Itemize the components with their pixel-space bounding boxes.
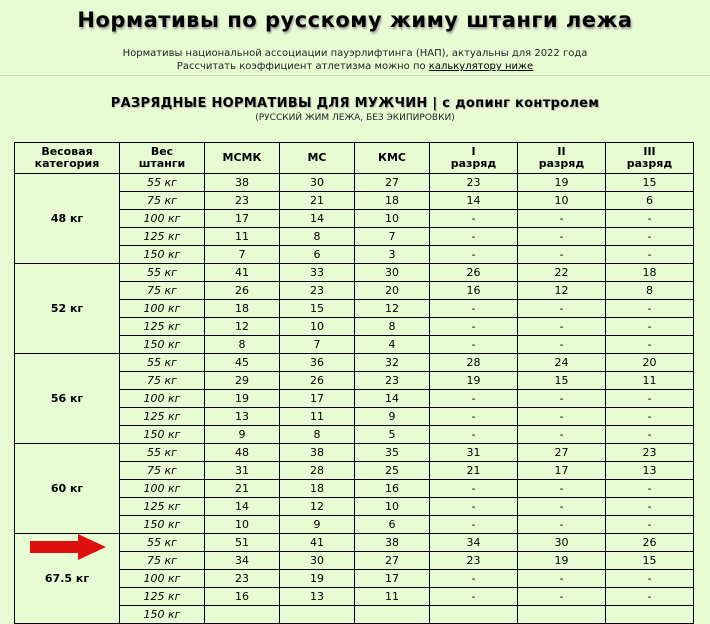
page-subtitle: Нормативы национальной ассоциации пауэрлифтинга (НАП), актуальны для 2022 года [122, 48, 588, 59]
norm-value-cell: 38 [280, 444, 355, 462]
table-row [15, 354, 694, 372]
norm-value-cell: 23 [205, 192, 280, 210]
barbell-weight-cell: 75 кг [120, 552, 205, 570]
norm-value-cell: 12 [355, 300, 430, 318]
norm-value-cell: 10 [355, 210, 430, 228]
norm-value-cell: - [606, 390, 694, 408]
norm-value-cell: 34 [205, 552, 280, 570]
norm-value-cell: 27 [518, 444, 606, 462]
norm-value-cell: - [606, 480, 694, 498]
norm-value-cell: 5 [355, 426, 430, 444]
norm-value-cell: 10 [280, 318, 355, 336]
calculator-line [0, 60, 710, 73]
norm-value-cell: - [518, 588, 606, 606]
norm-value-cell: 14 [205, 498, 280, 516]
norm-value-cell: - [606, 426, 694, 444]
norm-value-cell: - [518, 426, 606, 444]
norm-value-cell: - [518, 300, 606, 318]
barbell-weight-cell: 55 кг [120, 444, 205, 462]
norm-value-cell: 11 [280, 408, 355, 426]
section-title: РАЗРЯДНЫЕ НОРМАТИВЫ ДЛЯ МУЖЧИН | с допинг контролем [110, 96, 600, 111]
norm-value-cell: 51 [205, 534, 280, 552]
norm-value-cell: - [606, 570, 694, 588]
norm-value-cell: 23 [430, 552, 518, 570]
norm-value-cell: 11 [606, 372, 694, 390]
norm-value-cell: 24 [518, 354, 606, 372]
norm-value-cell: - [518, 228, 606, 246]
norm-value-cell: - [606, 246, 694, 264]
norm-value-cell: 6 [280, 246, 355, 264]
column-header: Вес штанги [120, 143, 205, 174]
norm-value-cell: 26 [606, 534, 694, 552]
norm-value-cell: 35 [355, 444, 430, 462]
norm-value-cell: - [430, 498, 518, 516]
barbell-weight-cell: 125 кг [120, 408, 205, 426]
norm-value-cell: - [430, 480, 518, 498]
norm-value-cell: 41 [205, 264, 280, 282]
norm-value-cell: 23 [355, 372, 430, 390]
barbell-weight-cell: 55 кг [120, 534, 205, 552]
norms-table [14, 142, 694, 624]
table-row [15, 444, 694, 462]
table-body [15, 174, 694, 624]
barbell-weight-cell: 125 кг [120, 318, 205, 336]
column-header: МСМК [205, 143, 280, 174]
norm-value-cell: 13 [205, 408, 280, 426]
norm-value-cell: 7 [355, 228, 430, 246]
barbell-weight-cell: 150 кг [120, 606, 205, 624]
norm-value-cell: 18 [280, 480, 355, 498]
norm-value-cell: 45 [205, 354, 280, 372]
column-header: МС [280, 143, 355, 174]
norm-value-cell: 30 [355, 264, 430, 282]
norm-value-cell: 48 [205, 444, 280, 462]
column-header: I разряд [430, 143, 518, 174]
table-row [15, 534, 694, 552]
norm-value-cell: 11 [355, 588, 430, 606]
norm-value-cell: 8 [280, 228, 355, 246]
norm-value-cell: 14 [430, 192, 518, 210]
norm-value-cell: - [430, 570, 518, 588]
norm-value-cell: - [518, 390, 606, 408]
norm-value-cell: 9 [280, 516, 355, 534]
norm-value-cell: 6 [355, 516, 430, 534]
barbell-weight-cell: 125 кг [120, 588, 205, 606]
norm-value-cell: 19 [518, 174, 606, 192]
barbell-weight-cell: 75 кг [120, 372, 205, 390]
column-header: Весовая категория [15, 143, 120, 174]
norm-value-cell [205, 606, 280, 624]
norm-value-cell: - [430, 426, 518, 444]
norm-value-cell: 14 [355, 390, 430, 408]
norm-value-cell: 7 [205, 246, 280, 264]
weight-category-cell: 52 кг [15, 264, 120, 354]
table-row [15, 174, 694, 192]
norm-value-cell [518, 606, 606, 624]
page-header [0, 0, 710, 76]
norm-value-cell: 20 [355, 282, 430, 300]
norm-value-cell: 21 [430, 462, 518, 480]
norm-value-cell: 16 [355, 480, 430, 498]
norm-value-cell: 15 [606, 174, 694, 192]
weight-category-cell: 48 кг [15, 174, 120, 264]
norm-value-cell: 19 [430, 372, 518, 390]
barbell-weight-cell: 125 кг [120, 498, 205, 516]
column-header: III разряд [606, 143, 694, 174]
column-header: II разряд [518, 143, 606, 174]
norm-value-cell: 30 [518, 534, 606, 552]
norm-value-cell: - [518, 570, 606, 588]
norm-value-cell: - [606, 588, 694, 606]
norm-value-cell: 31 [205, 462, 280, 480]
norm-value-cell: 9 [205, 426, 280, 444]
norm-value-cell: 19 [280, 570, 355, 588]
calculator-link[interactable]: калькулятору ниже [428, 61, 534, 72]
weight-category-cell: 67.5 кг [15, 534, 120, 624]
norm-value-cell: 10 [355, 498, 430, 516]
norm-value-cell: 8 [205, 336, 280, 354]
barbell-weight-cell: 55 кг [120, 354, 205, 372]
norm-value-cell [355, 606, 430, 624]
norm-value-cell: - [430, 246, 518, 264]
table-row [15, 264, 694, 282]
norm-value-cell: 34 [430, 534, 518, 552]
weight-category-cell: 60 кг [15, 444, 120, 534]
norm-value-cell: 18 [205, 300, 280, 318]
norm-value-cell: 8 [280, 426, 355, 444]
table-header-row [15, 143, 694, 174]
red-arrow-icon [30, 534, 106, 560]
norm-value-cell: - [518, 210, 606, 228]
norm-value-cell: - [430, 516, 518, 534]
norm-value-cell: - [606, 336, 694, 354]
barbell-weight-cell: 55 кг [120, 264, 205, 282]
norm-value-cell: - [430, 228, 518, 246]
weight-category-cell: 56 кг [15, 354, 120, 444]
norm-value-cell: - [606, 408, 694, 426]
norm-value-cell: 31 [430, 444, 518, 462]
barbell-weight-cell: 150 кг [120, 336, 205, 354]
norm-value-cell: - [518, 336, 606, 354]
barbell-weight-cell: 100 кг [120, 480, 205, 498]
norm-value-cell: - [518, 408, 606, 426]
barbell-weight-cell: 150 кг [120, 246, 205, 264]
norm-value-cell: 33 [280, 264, 355, 282]
norm-value-cell: 30 [280, 552, 355, 570]
norm-value-cell: 17 [280, 390, 355, 408]
norm-value-cell: 22 [518, 264, 606, 282]
norm-value-cell: - [606, 516, 694, 534]
norm-value-cell: 13 [280, 588, 355, 606]
norm-value-cell: - [606, 300, 694, 318]
norm-value-cell: - [518, 516, 606, 534]
norm-value-cell: 14 [280, 210, 355, 228]
norm-value-cell: 15 [518, 372, 606, 390]
barbell-weight-cell: 75 кг [120, 192, 205, 210]
norm-value-cell: 16 [430, 282, 518, 300]
barbell-weight-cell: 125 кг [120, 228, 205, 246]
norm-value-cell: 25 [355, 462, 430, 480]
norm-value-cell: - [606, 498, 694, 516]
norm-value-cell: 19 [205, 390, 280, 408]
norm-value-cell: 10 [518, 192, 606, 210]
norm-value-cell: - [430, 408, 518, 426]
norm-value-cell: - [518, 246, 606, 264]
norm-value-cell: 18 [606, 264, 694, 282]
norm-value-cell: 23 [430, 174, 518, 192]
barbell-weight-cell: 100 кг [120, 210, 205, 228]
barbell-weight-cell: 75 кг [120, 462, 205, 480]
norm-value-cell: 26 [430, 264, 518, 282]
norm-value-cell: 4 [355, 336, 430, 354]
norm-value-cell: 19 [518, 552, 606, 570]
norm-value-cell: 29 [205, 372, 280, 390]
barbell-weight-cell: 100 кг [120, 300, 205, 318]
norm-value-cell: 8 [355, 318, 430, 336]
barbell-weight-cell: 150 кг [120, 426, 205, 444]
norm-value-cell: 10 [205, 516, 280, 534]
norm-value-cell: - [430, 390, 518, 408]
norm-value-cell: 16 [205, 588, 280, 606]
norm-value-cell: 36 [280, 354, 355, 372]
norm-value-cell: 8 [606, 282, 694, 300]
norm-value-cell: 26 [280, 372, 355, 390]
norm-value-cell: 11 [205, 228, 280, 246]
norm-value-cell: - [430, 588, 518, 606]
norm-value-cell: 12 [205, 318, 280, 336]
norm-value-cell: 17 [355, 570, 430, 588]
norm-value-cell: - [518, 480, 606, 498]
norm-value-cell: 15 [606, 552, 694, 570]
norm-value-cell: 28 [280, 462, 355, 480]
norm-value-cell: 13 [606, 462, 694, 480]
barbell-weight-cell: 150 кг [120, 516, 205, 534]
norm-value-cell: 41 [280, 534, 355, 552]
norm-value-cell: 32 [355, 354, 430, 372]
norm-value-cell: 15 [280, 300, 355, 318]
norm-value-cell: 6 [606, 192, 694, 210]
norm-value-cell: 3 [355, 246, 430, 264]
norm-value-cell: 28 [430, 354, 518, 372]
norm-value-cell: - [518, 498, 606, 516]
calculator-text: Рассчитать коэффициент атлетизма можно по [176, 61, 426, 72]
barbell-weight-cell: 100 кг [120, 570, 205, 588]
barbell-weight-cell: 75 кг [120, 282, 205, 300]
norm-value-cell: 21 [205, 480, 280, 498]
norm-value-cell: 20 [606, 354, 694, 372]
norm-value-cell: 38 [355, 534, 430, 552]
section-subtitle: (РУССКИЙ ЖИМ ЛЕЖА, БЕЗ ЭКИПИРОВКИ) [255, 113, 455, 123]
norm-value-cell: 12 [518, 282, 606, 300]
norm-value-cell: 17 [205, 210, 280, 228]
norm-value-cell [280, 606, 355, 624]
norm-value-cell: - [430, 318, 518, 336]
norm-value-cell: - [430, 300, 518, 318]
norm-value-cell: 21 [280, 192, 355, 210]
column-header: КМС [355, 143, 430, 174]
norm-value-cell: - [430, 210, 518, 228]
norm-value-cell: 38 [205, 174, 280, 192]
norm-value-cell: - [606, 318, 694, 336]
norm-value-cell: 30 [280, 174, 355, 192]
norm-value-cell: 23 [606, 444, 694, 462]
norm-value-cell: 17 [518, 462, 606, 480]
norm-value-cell [606, 606, 694, 624]
barbell-weight-cell: 55 кг [120, 174, 205, 192]
norm-value-cell: - [518, 318, 606, 336]
norm-value-cell: 23 [280, 282, 355, 300]
norm-value-cell: 27 [355, 174, 430, 192]
norm-value-cell: - [430, 336, 518, 354]
barbell-weight-cell: 100 кг [120, 390, 205, 408]
norm-value-cell: 12 [280, 498, 355, 516]
norm-value-cell: 7 [280, 336, 355, 354]
norm-value-cell: 26 [205, 282, 280, 300]
norm-value-cell: 9 [355, 408, 430, 426]
norm-value-cell: - [606, 228, 694, 246]
norm-value-cell: 27 [355, 552, 430, 570]
norm-value-cell [430, 606, 518, 624]
norm-value-cell: 23 [205, 570, 280, 588]
norm-value-cell: 18 [355, 192, 430, 210]
norm-value-cell: - [606, 210, 694, 228]
page-title: Нормативы по русскому жиму штанги лежа [77, 8, 633, 32]
